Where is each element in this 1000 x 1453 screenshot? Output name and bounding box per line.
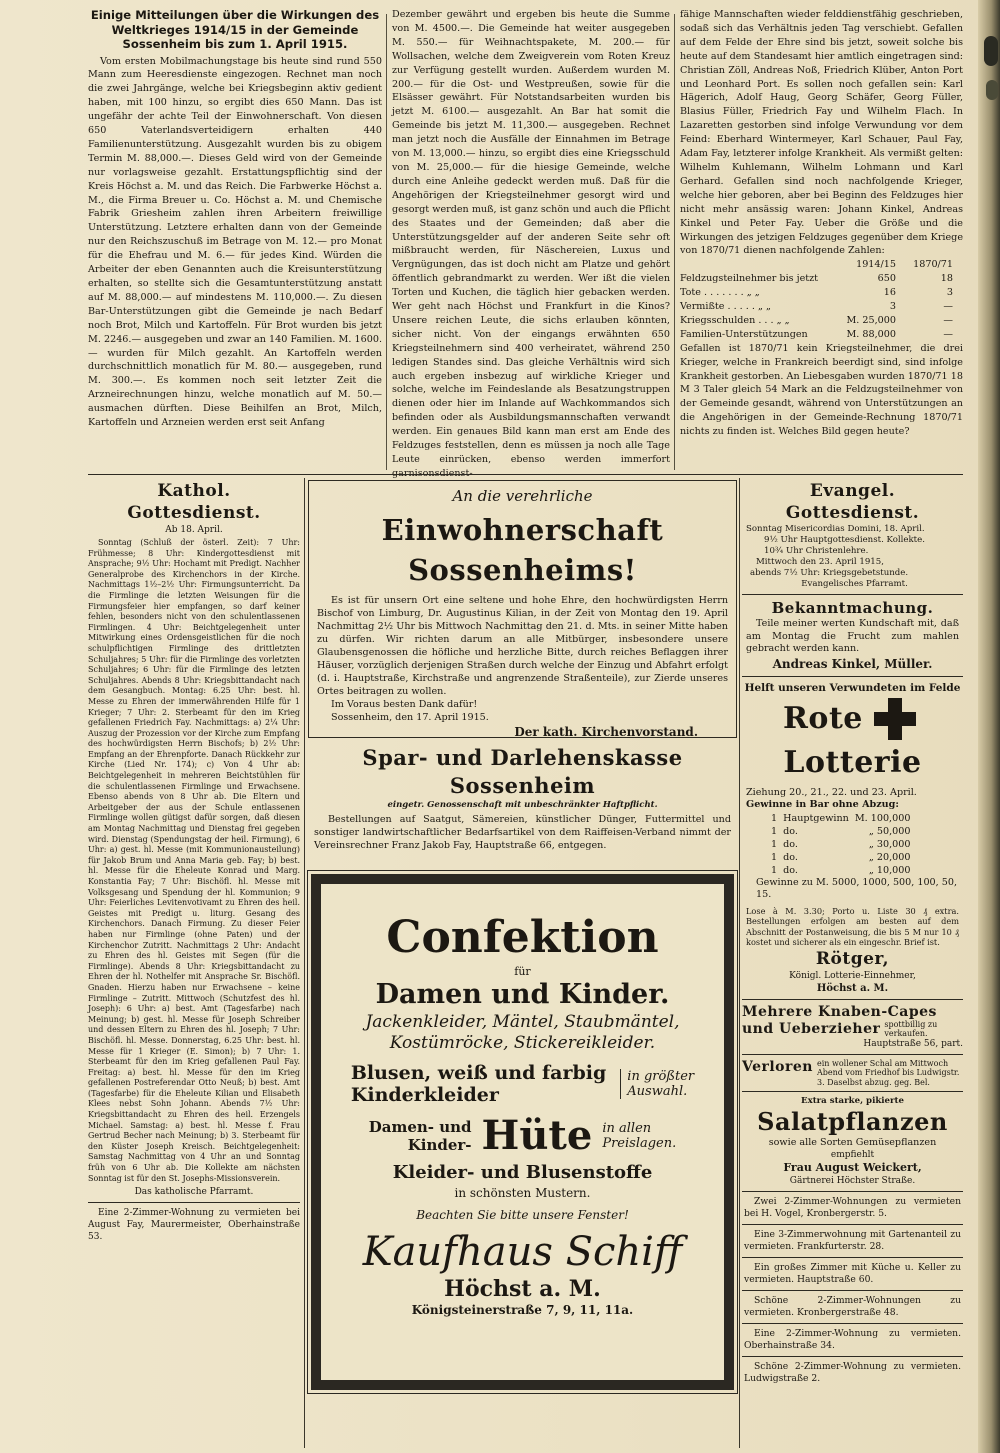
- auswahl-text: in größter: [627, 1069, 695, 1084]
- announcement-signature: Andreas Kinkel, Müller.: [772, 656, 933, 671]
- catholic-service-title: Kathol. Gottesdienst.: [127, 481, 261, 523]
- kaufhaus-city: Höchst a. M.: [444, 1276, 601, 1302]
- table-cell: do.: [783, 838, 798, 850]
- table-cell: „ 10,000: [868, 864, 911, 876]
- small-ad: Ein großes Zimmer mit Küche u. Keller zu vermieten. Hauptstraße 60.: [744, 1261, 961, 1285]
- divider: [742, 676, 963, 677]
- table-cell: Hauptgewinn: [783, 812, 849, 824]
- lottery-title-right: Lotterie: [783, 744, 922, 780]
- table-cell: 3: [946, 287, 953, 299]
- service-line: abends 7½ Uhr: Kriegsgebetstunde.: [750, 568, 909, 578]
- table-cell: —: [943, 314, 953, 326]
- salad-address: Gärtnerei Höchster Straße.: [789, 1175, 916, 1186]
- divider: [742, 1290, 963, 1291]
- apartment-ad: Eine 2-Zimmer-Wohnung zu vermieten bei August Fay, Maurermeister, Oberhainstraße 53.: [88, 1208, 300, 1243]
- capes-side: spottbillig zu verkaufen.: [884, 1019, 938, 1038]
- table-cell: Kriegsschulden . . . „ „: [680, 314, 790, 326]
- red-cross-icon: [874, 698, 916, 740]
- table-cell: do.: [783, 825, 798, 837]
- divider: [742, 594, 963, 595]
- savings-bank-ad: [308, 738, 737, 852]
- table-cell: do.: [783, 851, 798, 863]
- service-signature: Evangelisches Pfarramt.: [801, 579, 908, 589]
- table-row: [768, 864, 913, 877]
- article-text: Vom ersten Mobilmachungstage bis heute sind rund 550 Mann zum Heeresdienste eingezogen. Rechnet man noch die zwei Jahrgänge, welche bei Kriegsbeginn aktiv gedient haben, mit 100 hinzu, so ergibt dies 650 Mann. Das ist ungefähr der achte Teil der Einwohnerschaft. Von diesen 650 Vaterlandsverteidigern erhalten 440 Familienunterstützung. Ausgezahlt wurden bis zu obigem Termin M. 88,000.—. Dieses Geld wird von der Gemeinde nur vorlagsweise gezahlt. Erstattungspflichtig sind der Kreis Höchst a. M. und das Reich. Die Farbwerke Höchst a. M., die Firma Breuer u. Co. Höchst a. M. und Chemische Fabrik Griesheim zahlen ihren Arbeitern freiwillige Unterstützung. Letztere erhalten dann von der Gemeinde nur den Reichszuschuß im Betrage von M. 12.— pro Monat für die Ehefrau und M. 6.— für jedes Kind. Würden die Arbeiter der eben Genannten auch die Kreisunterstützung erhalten, so stellte sich die Gesamtunterstützung anstatt auf M. 88,000.— auf mindestens M. 110,000.—. Zu diesen Bar-Unterstützungen gibt die Gemeinde je nach Bedarf noch Brot, Milch und Kartoffeln. Für Brot wurden bis jetzt M. 2246.— ausgegeben und zwar an 140 Familien. M. 1600.— wurden für Milch gezahlt. An Kartoffeln werden durchschnittlich monatlich für M. 80.— ausgegeben, rund M. 300.—. Es kommen noch seit letzter Zeit die Arzneirechnungen hinzu, welche monatlich auf M. 50.— ausmachen dürften. Diese Beihilfen an Brot, Milch, Kartoffeln und Arzneien werden erst seit Anfang: [88, 55, 382, 429]
- protestant-service-title: Evangel. Gottesdienst.: [785, 481, 920, 523]
- small-ad: Eine 2-Zimmer-Wohnung zu vermieten. Oberhainstraße 34.: [744, 1327, 961, 1351]
- table-header-row: [680, 258, 963, 272]
- divider: [88, 1202, 300, 1203]
- kaufhaus-name: Kaufhaus Schiff: [362, 1229, 683, 1275]
- notice-signature: Der kath. Kirchenvorstand.: [514, 725, 698, 739]
- small-ad: Eine 3-Zimmerwohnung mit Gartenanteil zu vermieten. Frankfurterstr. 28.: [744, 1228, 961, 1252]
- article-column-1: [88, 8, 382, 470]
- table-cell: „ 20,000: [868, 851, 911, 863]
- divider: [742, 1091, 963, 1092]
- lottery-prize-table: [768, 812, 913, 877]
- table-cell: Vermißte . . . . . „ „: [680, 301, 771, 313]
- announcement-text: Teile meiner werten Kundschaft mit, daß am Montag die Frucht zum mahlen gebracht werden kann.: [746, 618, 959, 654]
- blusen-label: Blusen, weiß und farbig: [350, 1062, 607, 1084]
- lottery-more-prizes: Gewinne zu M. 5000, 1000, 500, 100, 50, 15.: [756, 876, 958, 900]
- table-cell: M. 100,000: [854, 812, 911, 824]
- citizens-notice: [308, 480, 737, 738]
- kinder-label: Kinder-: [407, 1136, 472, 1154]
- table-row: [680, 300, 963, 314]
- notice-text: Es ist für unsern Ort eine seltene und hohe Ehre, den hochwürdigsten Herrn Bischof von Limburg, Dr. Augustinus Kilian, in der Zeit von Montag den 19. April Nachmittag 2½ Uhr bis Mittwoch Nachmittag den 21. d. Mts. in seiner Mitte haben zu dürfen. Wir richten darum an alle Mitbürger, insbesondere unsere Glaubensgenossen die höfliche und herzliche Bitte, durch reiches Beflaggen ihrer Häuser, vorzüglich derjenigen Straßen durch welche der Einzug und Abfahrt erfolgt (d. i. Hauptstraße, Kirchstraße und angrenzende Straßenteile), zur Zierde unseres Ortes beitragen zu wollen.: [317, 595, 728, 697]
- column-rule: [304, 478, 305, 1448]
- service-line: 10¾ Uhr Christenlehre.: [764, 546, 869, 556]
- capes-title: Mehrere Knaben-Capes: [742, 1003, 937, 1020]
- confektion-title: Confektion: [386, 912, 659, 963]
- huete-row: [335, 1114, 710, 1158]
- service-line: 9½ Uhr Hauptgottesdienst. Kollekte.: [764, 535, 925, 545]
- table-row: [768, 851, 913, 864]
- protestant-service-info: [742, 524, 963, 590]
- lottery-title-left: Rote: [783, 700, 863, 736]
- table-row: [768, 812, 913, 825]
- binding-mark: [984, 36, 998, 66]
- divider: [742, 1323, 963, 1324]
- binding-mark: [986, 80, 998, 100]
- table-header: 1870/71: [913, 259, 953, 271]
- kinderkleider-label: Kinderkleider: [350, 1084, 499, 1106]
- auswahl-text: Auswahl.: [627, 1084, 688, 1099]
- article-text: Gefallen ist 1870/71 kein Kriegsteilnehmer, die drei Krieger, welche in Frankreich beerdigt sind, sind infolge Krankheit gestorben. An Liebesgaben wurden 1870/71 18 M 3 Taler gleich 54 Mark an die Feldzugsteilnehmer von der Gemeinde gesandt, während von Unterstützungen an die Angehörigen in der Gemeinde-Rechnung 1870/71 nichts zu finden ist. Welches Bild gegen heute?: [680, 342, 963, 438]
- confektion-items: Kostümröcke, Stickereikleider.: [389, 1033, 656, 1053]
- lost-item-ad: [742, 1059, 963, 1088]
- table-row: [680, 314, 963, 328]
- blusen-row: [335, 1062, 710, 1106]
- kaufhaus-schiff-ad: [311, 874, 734, 1390]
- table-row: [680, 272, 963, 286]
- article-column-2: [392, 8, 670, 470]
- confektion-items: Jackenkleider, Mäntel, Staubmäntel,: [365, 1012, 680, 1032]
- table-cell: 1: [771, 838, 778, 850]
- article-column-3: [680, 8, 963, 470]
- salad-seller: Frau August Weickert,: [783, 1160, 922, 1174]
- salad-title: Salatpflanzen: [757, 1107, 948, 1136]
- section-rule: [88, 474, 963, 475]
- table-cell: „ 50,000: [868, 825, 911, 837]
- table-cell: —: [943, 301, 953, 313]
- catholic-service-signature: Das katholische Pfarramt.: [134, 1187, 254, 1198]
- table-row: [768, 825, 913, 838]
- preis-text: Preislagen.: [602, 1136, 677, 1151]
- table-cell: M. 25,000: [846, 314, 896, 326]
- column-rule: [739, 478, 740, 1448]
- confektion-fuer: für: [514, 965, 531, 978]
- service-line: Mittwoch den 23. April 1915,: [756, 557, 884, 567]
- huete-label: Hüte: [481, 1112, 593, 1159]
- capes-row: [742, 1020, 963, 1038]
- notice-thanks: Im Voraus besten Dank dafür!: [331, 699, 478, 710]
- kaufhaus-address: Königsteinerstraße 7, 9, 11, 11a.: [411, 1303, 634, 1317]
- table-cell: 1: [771, 812, 778, 824]
- article-title: Einige Mitteilungen über die Wirkungen des Weltkrieges 1914/15 in der Gemeinde Sossenheim bis zum 1. April 1915.: [90, 8, 380, 51]
- table-cell: Feldzugsteilnehmer bis jetzt: [680, 273, 819, 285]
- divider: [742, 999, 963, 1000]
- comparison-table: [680, 258, 963, 341]
- war-article: [88, 8, 963, 470]
- preis-text: in allen: [602, 1121, 652, 1136]
- notice-date: Sossenheim, den 17. April 1915.: [331, 712, 489, 723]
- table-cell: 3: [889, 301, 896, 313]
- divider: [742, 1224, 963, 1225]
- table-cell: 1: [771, 825, 778, 837]
- small-ad: Schöne 2-Zimmer-Wohnung zu vermieten. Ludwigstraße 2.: [744, 1360, 961, 1384]
- notice-title: Einwohnerschaft Sossenheims!: [381, 513, 664, 587]
- savings-bank-subtitle: eingetr. Genossenschaft mit unbeschränkter Haftpflicht.: [387, 800, 658, 810]
- lottery-draw-dates: Ziehung 20., 21., 22. und 23. April.: [746, 786, 917, 798]
- divider: [742, 1356, 963, 1357]
- page-edge: [978, 0, 1000, 1453]
- table-cell: 1: [771, 864, 778, 876]
- table-cell: „ 30,000: [868, 838, 911, 850]
- salad-pre: Extra starke, pikierte: [801, 1096, 904, 1106]
- table-cell: 18: [940, 273, 953, 285]
- announcement-title: Bekanntmachung.: [771, 599, 934, 617]
- savings-bank-text: Bestellungen auf Saatgut, Sämereien, künstlicher Dünger, Futtermittel und sonstiger landwirtschaftlicher Bedarfsartikel von dem Raiffeisen-Verband nimmt der Vereinsrechner Franz Jakob Fay, Hauptstraße 66, entgegen.: [314, 814, 731, 851]
- table-cell: 650: [877, 273, 896, 285]
- service-line: Sonntag Misericordias Domini, 18. April.: [746, 524, 925, 534]
- table-row: [680, 286, 963, 300]
- table-row: [768, 838, 913, 851]
- article-text: fähige Mannschaften wieder felddienstfähig geschrieben, sodaß sich das Verhältnis jeden Tag verschiebt. Gefallen auf dem Felde der Ehre sind bis jetzt, soweit solche bis heute auf dem Standesamt hier amtlich eingetragen sind: Christian Zöll, Andreas Noß, Friedrich Klüber, Anton Port und Leonhard Port. Es sollen noch gefallen sein: Karl Hägerich, Adolf Haug, Georg Schäfer, Georg Füller, Blasius Füller, Friedrich Fay und Wilhelm Flach. In Lazaretten gestorben sind infolge Verwundung vor dem Feind: Eberhard Wintermeyer, Karl Schauer, Paul Fay, Adam Fay, letzterer infolge Krankheit. Als vermißt gelten: Wilhelm Kuhlemann, Wilhelm Lohmann und Karl Gerhard. Gefallen sind noch nachfolgende Krieger, welche hier geboren, aber bei Beginn des Feldzuges hier nicht mehr ansässig waren: Johann Kinkel, Andreas Kinkel und Peter Fay. Ueber die Größe und die Wirkungen des jetzigen Feldzuges gegenüber dem Kriege von 1870/71 dienen nachfolgende Zahlen:: [680, 9, 963, 257]
- table-cell: 16: [883, 287, 896, 299]
- divider: [742, 1054, 963, 1055]
- column-rule: [674, 14, 675, 470]
- savings-bank-title: Spar- und Darlehenskasse Sossenheim: [362, 745, 683, 798]
- small-ad: Zwei 2-Zimmer-Wohnungen zu vermieten bei H. Vogel, Kronbergerstr. 5.: [744, 1195, 961, 1219]
- lottery-agent-city: Höchst a. M.: [816, 982, 889, 994]
- lottery-title: [742, 697, 963, 785]
- salad-empf: empfiehlt: [830, 1149, 875, 1160]
- table-cell: Familien-Unterstützungen: [680, 328, 808, 340]
- column-rule: [386, 14, 387, 470]
- lottery-agent-title: Königl. Lotterie-Einnehmer,: [789, 970, 916, 981]
- fenster-text: Beachten Sie bitte unsere Fenster!: [416, 1208, 629, 1222]
- lottery-prizes-header: Gewinne in Bar ohne Abzug:: [746, 799, 899, 810]
- lost-title: Verloren: [742, 1058, 813, 1075]
- damen-label: Damen- und: [368, 1118, 472, 1136]
- right-column: [742, 480, 963, 1448]
- confektion-subtitle: Damen und Kinder.: [375, 979, 670, 1010]
- stoffe-label: Kleider- und Blusenstoffe: [392, 1162, 653, 1183]
- catholic-service-text: Sonntag (Schluß der österl. Zeit): 7 Uhr: Frühmesse; 8 Uhr: Kindergottesdienst mit Ansprache; 9½ Uhr: Hochamt mit Predigt. Nachher Generalprobe des Kirchenchors in der Kirche. Nachmittags 1½–2½ Uhr: Firmungsunterricht. Da die Firmlinge die letzten Weisungen für die Firmungsfeier hier empfangen, so darf keiner fehlen, besonders nicht von den schulentlassenen Firmlingen. 4 Uhr: Beichtgelegenheit unter Mitwirkung eines Ordensgeistlichen für die noch schulpflichtigen Firmlinge des drittletzten Schuljahres; 5 Uhr: für die Firmlinge des vorletzten Schuljahres; 6 Uhr: für die Firmlinge des letzten Schuljahres. Abends 8 Uhr: Kriegsbittandacht nach dem Gesangbuch. Montag: 6.25 Uhr: best. hl. Messe zu Ehren der immerwährenden Hilfe für 1 Krieger; 7 Uhr: 2. Sterbeamt für den im Krieg gefallenen Friedrich Fay. Nachmittags: a) 2¼ Uhr: Auszug der Prozession vor der Kirche zum Empfang des hochwürdigsten Herrn Bischofs; b) 2½ Uhr: Empfang an der Ehrenpforte. Danach Rückkehr zur Kirche (Lied Nr. 174); c) Von 4 Uhr ab: Beichtgelegenheit in mehreren Beichtstühlen für die schulentlassenen Firmlinge und Erwachsene. Ebenso abends von 8 Uhr ab. Die Eltern und Arbeitgeber der aus der Schule entlassenen Firmlinge wollen gütigst dafür sorgen, daß diesen am Montag Nachmittag und Dienstag frei gegeben wird. Dienstag (Spendungstag der heil. Firmung), 6 Uhr: a) gest. hl. Messe (mit Kommunionausteilung) für Jakob Brum und Anna Maria geb. Fay; b) best. hl. Messe für die Eheleute Konrad und Marg. Konstantia Fay; 7 Uhr: Bischöfl. hl. Messe mit Volksgesang und Spendung der hl. Kommunion; 9 Uhr: Feierliches Levitenvotivamt zu Ehren des heil. Geistes mit Predigt u. liturg. Gesang des Kirchenchors. Danach Firmung. Zu dieser Feier haben nur Firmlinge (ohne Paten) und der Kirchenchor Zutritt. Nachmittags 2 Uhr: Andacht zu Ehren des hl. Geistes mit Segen (für die Firmlinge). Abends 8 Uhr: Kriegsbittandacht zu Ehren der hl. Nothelfer mit Ansprache Sr. Bischöfl. Gnaden. Hierzu haben nur Erwachsene – keine Firmlinge – Zutritt. Mittwoch (Schutzfest des hl. Joseph): 6 Uhr: a) best. Amt (Tagesfarbe) nach Meinung; b) gest. hl. Messe für Joseph Schreiber und dessen Eltern zu Ehren des hl. Joseph; 7 Uhr: Bischöfl. hl. Messe. Donnerstag, 6.25 Uhr: best. hl. Messe für 1 Krieger (E. Simon); b) 7 Uhr: 1. Sterbeamt für den im Krieg gefallenen Paul Fay. Freitag: a) best. hl. Messe für den im Krieg gefallenen Postreferendar Otto Neuß; b) best. Amt (Tagesfarbe) für die Eheleute Kilian und Elisabeth Klees nebst Sohn Johann. Abends 7½ Uhr: Kriegsbittandacht zu Ehren des heil. Erzengels Michael. Samstag: a) best. hl. Messe f. Frau Gertrud Becher nach Meinung; b) 3. Sterbeamt für den Küster Joseph Kreisch. Beichtgelegenheit: Samstag Nachmittag von 4 Uhr an und Sonntag früh von 6 Uhr ab. Die Kollekte am nächsten Sonntag ist für den St. Josephs-Missionsverein.: [88, 538, 300, 1183]
- catholic-service-column: [88, 480, 300, 1448]
- table-cell: M. 88,000: [846, 328, 896, 340]
- lottery-header: Helft unseren Verwundeten im Felde: [744, 681, 961, 694]
- lottery-agent-name: Rötger,: [815, 948, 890, 969]
- divider: [742, 1191, 963, 1192]
- table-cell: do.: [783, 864, 798, 876]
- table-header: 1914/15: [856, 259, 896, 271]
- divider: [742, 1257, 963, 1258]
- table-cell: Tote . . . . . . . „ „: [680, 287, 760, 299]
- article-text: Dezember gewährt und ergeben bis heute die Summe von M. 4500.—. Die Gemeinde hat weiter ausgegeben M. 550.— für Weihnachtspakete, M. 200.— für Wollsachen, welche dem Zweigverein vom Roten Kreuz zur Verfügung gestellt wurden. Außerdem wurden M. 200.— für die Ost- und Westpreußen, sowie für die Elsässer gewährt. Für Notstandsarbeiten wurden bis jetzt M. 6100.— ausgezahlt. An Bar hat somit die Gemeinde bis jetzt M. 11,300.— ausgegeben. Rechnet man jetzt noch die Ausfälle der Einnahmen im Betrage von M. 13,000.— hinzu, so ergibt dies eine Kriegsschuld von M. 25,000.— für die hiesige Gemeinde, welche durch eine Anleihe gedeckt werden muß. Daß für die Angehörigen der Kriegsteilnehmer gesorgt wird und gesorgt werden muß, ist ganz schön und auch die Pflicht des Staates und der Gemeinden; daß aber die Unterstützungsgelder auf der anderen Seite sehr oft mißbraucht werden, für Näschereien, Luxus und Vergnügungen, das ist doch nicht am Platze und gehört öffentlich gebrandmarkt zu werden. Wer ißt die vielen Torten und Kuchen, die täglich hier gebacken werden. Wer geht nach Höchst und Frankfurt in die Kinos? Unsere reichen Leute, die sichs erlauben könnten, sicher nicht. Von der eingangs erwähnten 650 Kriegsteilnehmern sind 400 verheiratet, während 250 ledigen Standes sind. Das gleiche Verhältnis wird sich auch ergeben insbezug auf wirkliche Krieger und solche, welche im Feindeslande als Besatzungstruppen dienen oder hier im Inlande auf Wachkommandos sich befinden oder als Ausbildungsmannschaften verwandt werden. Ein genaues Bild kann man erst am Ende des Feldzuges feststellen, denn es müssen ja noch alle Tage Leute einrücken, ebenso werden immerfort: [392, 9, 670, 465]
- lost-text: ein wollener Schal am Mittwoch Abend vom Friedhof bis Ludwigstr. 3. Daselbst abzug. geg. Bel.: [816, 1058, 960, 1087]
- capes-address: Hauptstraße 56, part.: [863, 1038, 963, 1049]
- table-row: [680, 328, 963, 342]
- table-cell: —: [943, 328, 953, 340]
- table-cell: 1: [771, 851, 778, 863]
- table-header: [680, 258, 838, 272]
- capes-title: und Ueberzieher: [742, 1020, 881, 1037]
- lottery-ticket-info: Lose à M. 3.30; Porto u. Liste 30 ₰ extra. Bestellungen erfolgen am besten auf dem Abschnitt der Postanweisung, die bis 5 M nur 10 ₰ kostet und sicherer als ein eingeschr. Brief ist.: [746, 905, 959, 947]
- catholic-service-date: Ab 18. April.: [165, 525, 223, 535]
- muster-text: in schönsten Mustern.: [454, 1186, 591, 1200]
- small-ad: Schöne 2-Zimmer-Wohnungen zu vermieten. Kronbergerstraße 48.: [744, 1294, 961, 1318]
- salad-sub: sowie alle Sorten Gemüsepflanzen: [768, 1137, 937, 1148]
- notice-pre: An die verehrliche: [452, 487, 593, 505]
